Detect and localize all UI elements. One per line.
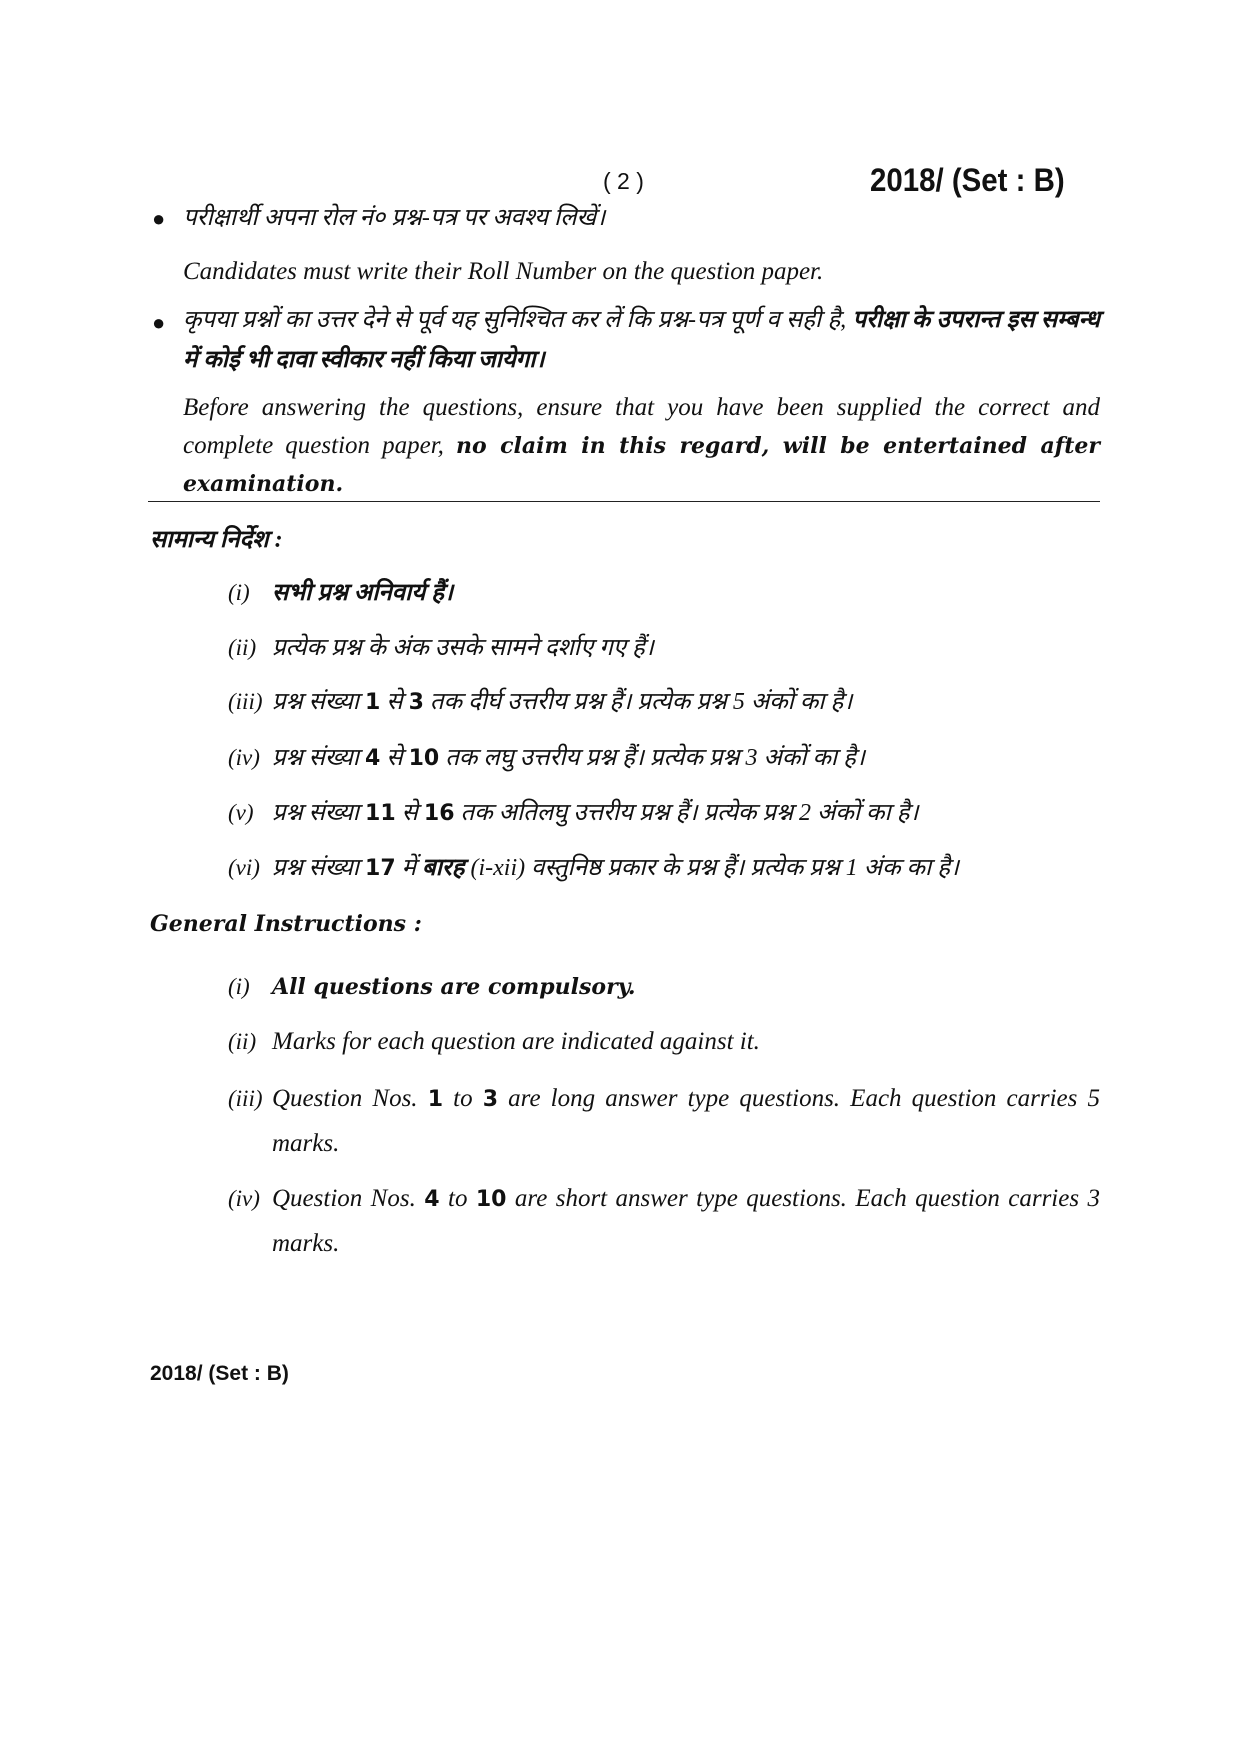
english-instructions-heading: General Instructions : xyxy=(150,911,422,937)
item-number: 11 xyxy=(365,801,396,826)
item-number: 1 xyxy=(427,1087,443,1112)
item-label: (iv) xyxy=(228,1186,260,1211)
item-text-part: तक लघु उत्तरीय प्रश्न हैं। प्रत्येक प्रश्न 3 अंकों का है। xyxy=(439,745,865,771)
set-label: 2018/ (Set : B) xyxy=(870,162,1065,198)
item-text-part: से xyxy=(395,800,424,826)
item-text xyxy=(272,682,1100,723)
item-text-part: are long answer type questions. Each question carries 5 marks. xyxy=(272,1085,1100,1157)
item-text-part: (i-xii) वस्तुनिष्ठ प्रकार के प्रश्न हैं। प्रत्येक प्रश्न 1 अंक का है। xyxy=(464,855,960,881)
item-text xyxy=(272,1020,1100,1064)
item-label: (iv) xyxy=(228,745,260,770)
item-text-part: तक अतिलघु उत्तरीय प्रश्न हैं। प्रत्येक प्रश्न 2 अंकों का है। xyxy=(454,800,919,826)
item-text-part: to xyxy=(443,1085,483,1112)
item-text xyxy=(272,965,1100,1009)
item-text xyxy=(272,1077,1100,1166)
notice-claim-english xyxy=(183,389,1100,503)
item-text-part: प्रश्न संख्या xyxy=(272,855,366,881)
item-text-part: से xyxy=(380,689,409,715)
item-text xyxy=(272,573,1100,613)
item-label: (v) xyxy=(228,800,254,825)
item-text-part: प्रश्न संख्या xyxy=(272,745,366,771)
instruction-item xyxy=(228,628,1100,668)
notice-bold-text: no claim in this regard, will be entertained after examination. xyxy=(183,433,1101,497)
item-number: 3 xyxy=(408,690,424,715)
hindi-instructions-heading: सामान्य निर्देश : xyxy=(150,527,283,553)
instruction-item xyxy=(228,573,1100,613)
item-text xyxy=(272,793,1100,834)
item-number: 10 xyxy=(475,1187,507,1212)
notice-bold-text: परीक्षा के उपरान्त इस सम्बन्ध में कोई भी दावा स्वीकार नहीं किया जायेगा। xyxy=(183,307,1100,373)
item-label: (i) xyxy=(228,974,250,999)
item-text xyxy=(272,628,1100,668)
instruction-item xyxy=(228,1077,1100,1166)
bullet-icon: ● xyxy=(152,310,166,335)
notice-roll-hindi: परीक्षार्थी अपना रोल नं० प्रश्न-पत्र पर अवश्य लिखें। xyxy=(183,205,606,231)
item-bold-text: All questions are compulsory. xyxy=(272,974,636,1000)
instruction-item xyxy=(228,848,1100,889)
notice-text: कृपया प्रश्नों का उत्तर देने से पूर्व यह सुनिश्चित कर लें कि प्रश्न-पत्र पूर्ण व सही है, xyxy=(183,307,847,333)
item-text-part: to xyxy=(439,1185,476,1212)
item-text-part: are short answer type questions. Each question carries 3 marks. xyxy=(272,1185,1100,1257)
item-number: 3 xyxy=(482,1087,499,1112)
item-text xyxy=(272,738,1100,779)
item-bold-text: बारह xyxy=(422,855,465,881)
item-number: 4 xyxy=(365,746,381,771)
item-number: 4 xyxy=(424,1187,440,1212)
item-text xyxy=(272,1177,1100,1266)
footer-set-label: 2018/ (Set : B) xyxy=(150,1362,289,1385)
instruction-item xyxy=(228,793,1100,834)
item-text-part: से xyxy=(380,745,409,771)
page-number: ( 2 ) xyxy=(603,168,644,194)
notice-claim-hindi xyxy=(183,300,1100,380)
divider xyxy=(148,501,1100,502)
item-text-part: Question Nos. xyxy=(272,1185,425,1212)
item-number: 10 xyxy=(408,746,440,771)
item-text-part: Marks for each question are indicated against it. xyxy=(272,1028,760,1055)
item-number: 1 xyxy=(365,690,381,715)
notice-roll-english: Candidates must write their Roll Number on the question paper. xyxy=(183,258,824,285)
item-label: (ii) xyxy=(228,635,257,660)
item-label: (i) xyxy=(228,580,250,605)
item-text xyxy=(272,848,1100,889)
item-text-part: में xyxy=(395,855,423,881)
item-label: (ii) xyxy=(228,1029,257,1054)
item-label: (vi) xyxy=(228,855,260,880)
bullet-icon: ● xyxy=(152,206,166,231)
item-label: (iii) xyxy=(228,1086,263,1111)
item-text-part: तक दीर्घ उत्तरीय प्रश्न हैं। प्रत्येक प्रश्न 5 अंकों का है। xyxy=(423,689,853,715)
item-text-part: प्रत्येक प्रश्न के अंक उसके सामने दर्शाए गए हैं। xyxy=(272,635,654,661)
instruction-item xyxy=(228,965,1100,1009)
notice-text: Before answering the questions, ensure that you have been supplied the correct and complete question paper, xyxy=(183,394,1100,459)
item-bold-text: सभी प्रश्न अनिवार्य हैं। xyxy=(272,580,454,606)
instruction-item xyxy=(228,1177,1100,1266)
instruction-item xyxy=(228,1020,1100,1064)
item-text-part: प्रश्न संख्या xyxy=(272,689,366,715)
item-text-part: Question Nos. xyxy=(272,1085,428,1112)
item-number: 17 xyxy=(365,856,396,881)
instruction-item xyxy=(228,682,1100,723)
item-text-part: प्रश्न संख्या xyxy=(272,800,366,826)
item-label: (iii) xyxy=(228,689,263,714)
item-number: 16 xyxy=(423,801,455,826)
instruction-item xyxy=(228,738,1100,779)
